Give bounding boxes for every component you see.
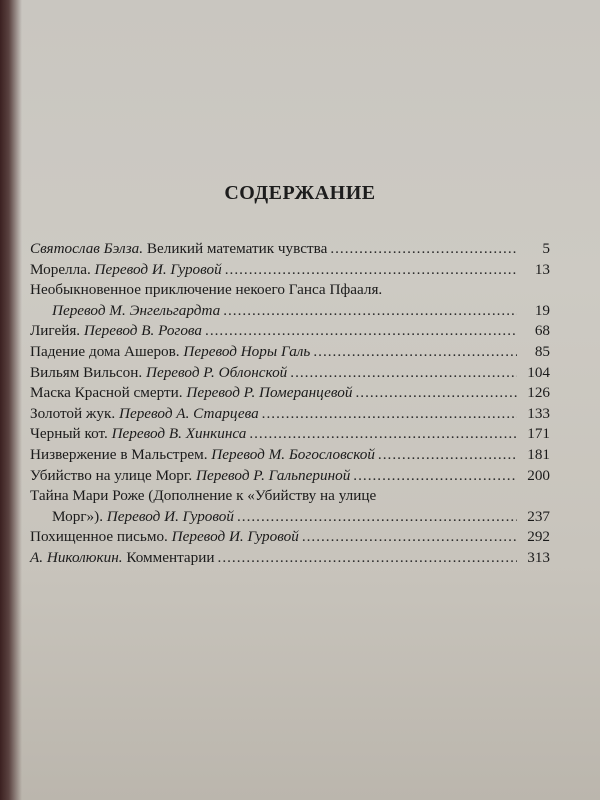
dot-leader bbox=[353, 467, 517, 485]
entry-translator: Перевод Р. Померанцевой bbox=[182, 384, 353, 402]
entry-translator: Перевод В. Хинкинса bbox=[107, 425, 247, 443]
entry-page-number: 13 bbox=[534, 260, 550, 278]
entry-page-number: 181 bbox=[527, 445, 550, 463]
entry-page-number: 292 bbox=[527, 528, 550, 546]
dot-leader bbox=[355, 384, 517, 402]
entry-title: Похищенное письмо. bbox=[30, 528, 168, 546]
entry-page-number: 104 bbox=[527, 363, 550, 381]
entry-translator: Перевод М. Энгельгардта bbox=[52, 301, 221, 319]
dot-leader bbox=[205, 322, 517, 340]
dot-leader bbox=[290, 364, 517, 382]
toc-entry bbox=[30, 446, 550, 467]
dot-leader bbox=[223, 302, 517, 320]
entry-page-number: 133 bbox=[527, 404, 550, 422]
entry-page-number: 237 bbox=[527, 507, 550, 525]
toc-entry bbox=[30, 281, 550, 322]
dot-leader bbox=[218, 549, 517, 567]
toc-entry bbox=[30, 528, 550, 549]
entry-page-number: 126 bbox=[527, 384, 550, 402]
entry-page-number: 200 bbox=[527, 466, 550, 484]
dot-leader bbox=[302, 528, 517, 546]
contents-heading: СОДЕРЖАНИЕ bbox=[224, 182, 376, 204]
entry-title: Убийство на улице Морг. bbox=[30, 466, 193, 484]
toc-entry bbox=[30, 487, 550, 528]
dot-leader bbox=[249, 425, 517, 443]
entry-translator: Перевод В. Рогова bbox=[80, 322, 203, 340]
entry-translator: Перевод А. Старцева bbox=[115, 404, 259, 422]
toc-entry bbox=[30, 240, 550, 261]
toc-entry bbox=[30, 384, 550, 405]
toc-entry bbox=[30, 343, 550, 364]
entry-translator: Перевод М. Богословской bbox=[207, 445, 375, 463]
entry-title: Низвержение в Мальстрем. bbox=[30, 445, 208, 463]
entry-translator: Перевод И. Гуровой bbox=[167, 528, 299, 546]
entry-title: Черный кот. bbox=[30, 425, 108, 443]
dot-leader bbox=[313, 343, 517, 361]
table-of-contents bbox=[30, 240, 550, 570]
entry-title: Комментарии bbox=[122, 548, 215, 566]
entry-title: Лигейя. bbox=[30, 322, 81, 340]
toc-entry bbox=[30, 322, 550, 343]
dot-leader bbox=[378, 446, 517, 464]
entry-translator: Перевод И. Гуровой bbox=[90, 260, 222, 278]
dot-leader bbox=[330, 240, 517, 258]
entry-title: Вильям Вильсон. bbox=[30, 363, 143, 381]
toc-entry bbox=[30, 405, 550, 426]
entry-page-number: 171 bbox=[527, 425, 550, 443]
entry-page-number: 85 bbox=[534, 342, 550, 360]
toc-entry bbox=[30, 549, 550, 570]
entry-author: Святослав Бэлза. bbox=[30, 240, 144, 257]
toc-entry bbox=[30, 261, 550, 282]
entry-title: Необыкновенное приключение некоего Ганса Пфааля. bbox=[30, 281, 383, 299]
dot-leader bbox=[262, 405, 517, 423]
entry-title-continued: Морг»). bbox=[52, 507, 103, 525]
entry-page-number: 19 bbox=[534, 301, 550, 319]
entry-page-number: 313 bbox=[527, 548, 550, 566]
toc-entry bbox=[30, 467, 550, 488]
entry-translator: Перевод Р. Облонской bbox=[142, 363, 288, 381]
entry-author: А. Николюкин. bbox=[30, 548, 123, 566]
entry-title: Морелла. bbox=[30, 260, 91, 278]
entry-page-number: 68 bbox=[534, 322, 550, 340]
page-binding-shadow bbox=[0, 0, 22, 800]
toc-entry bbox=[30, 364, 550, 385]
entry-title: Маска Красной смерти. bbox=[30, 384, 183, 402]
entry-translator: Перевод И. Гуровой bbox=[103, 507, 234, 525]
entry-title: Тайна Мари Роже (Дополнение к «Убийству на улице bbox=[30, 487, 377, 505]
entry-title: Падение дома Ашеров. bbox=[30, 342, 180, 360]
entry-page-number: 5 bbox=[542, 240, 550, 257]
entry-translator: Перевод Норы Галь bbox=[179, 342, 311, 360]
dot-leader bbox=[225, 261, 517, 279]
dot-leader bbox=[237, 508, 517, 526]
entry-title: Золотой жук. bbox=[30, 404, 116, 422]
entry-title: Великий математик чувства bbox=[143, 240, 328, 257]
entry-translator: Перевод Р. Гальпериной bbox=[192, 466, 351, 484]
toc-entry bbox=[30, 425, 550, 446]
